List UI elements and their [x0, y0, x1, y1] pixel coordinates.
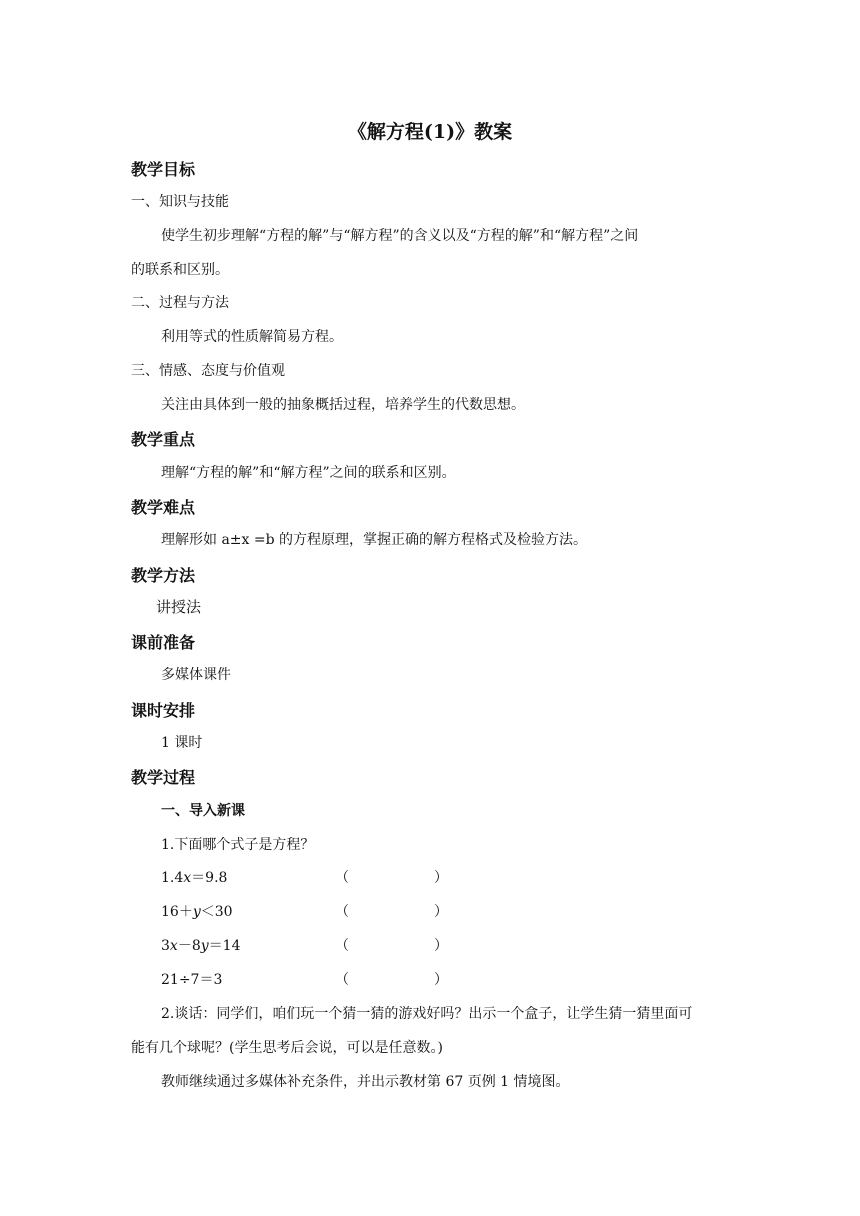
knowledge-skills-heading: 一、知识与技能 [131, 194, 229, 210]
question-2-line2: 能有几个球呢？(学生思考后会说，可以是任意数。) [131, 1040, 443, 1056]
question-2-line1: 2.谈话：同学们，咱们玩一个猜一猜的游戏好吗？出示一个盒子，让学生猜一猜里面可 [161, 1006, 693, 1022]
emotion-values-heading: 三、情感、态度与价值观 [131, 363, 285, 379]
answer-paren-left: （ [335, 904, 349, 920]
answer-paren-left: （ [335, 972, 349, 988]
answer-paren-left: （ [335, 938, 349, 954]
preparation-heading: 课前准备 [131, 633, 196, 652]
knowledge-skills-line2: 的联系和区别。 [131, 262, 229, 278]
schedule-heading: 课时安排 [131, 701, 196, 720]
objectives-heading: 教学目标 [131, 160, 196, 179]
difficulty-text: 理解形如 a±x =b 的方程原理，掌握正确的解方程格式及检验方法。 [161, 532, 588, 548]
answer-paren-right: ） [434, 870, 448, 886]
emotion-values-text: 关注由具体到一般的抽象概括过程，培养学生的代数思想。 [161, 397, 525, 413]
difficulty-heading: 教学难点 [131, 498, 196, 517]
answer-paren-right: ） [434, 904, 448, 920]
schedule-text: 1 课时 [161, 735, 203, 751]
process-heading: 教学过程 [131, 768, 196, 787]
process-method-heading: 二、过程与方法 [131, 295, 229, 311]
document-title: 《解方程(1)》教案 [347, 121, 513, 143]
key-point-heading: 教学重点 [131, 430, 196, 449]
question-1: 1.下面哪个式子是方程？ [161, 837, 315, 853]
knowledge-skills-line1: 使学生初步理解“方程的解”与“解方程”的含义以及“方程的解”和“解方程”之间 [161, 228, 639, 244]
preparation-text: 多媒体课件 [161, 667, 231, 683]
equation-3: 3x－8y＝14 [161, 938, 241, 954]
equation-4: 21÷7＝3 [161, 972, 223, 988]
equation-1: 1.4x＝9.8 [161, 870, 228, 886]
answer-paren-left: （ [335, 870, 349, 886]
question-3: 教师继续通过多媒体补充条件，并出示教材第 67 页例 1 情境图。 [161, 1074, 570, 1090]
method-heading: 教学方法 [131, 566, 196, 585]
method-text: 讲授法 [156, 598, 202, 616]
equation-2: 16＋y＜30 [161, 904, 233, 920]
key-point-text: 理解“方程的解”和“解方程”之间的联系和区别。 [161, 465, 456, 481]
answer-paren-right: ） [434, 972, 448, 988]
process-method-text: 利用等式的性质解简易方程。 [161, 329, 343, 345]
answer-paren-right: ） [434, 938, 448, 954]
intro-subheading: 一、导入新课 [161, 803, 245, 819]
